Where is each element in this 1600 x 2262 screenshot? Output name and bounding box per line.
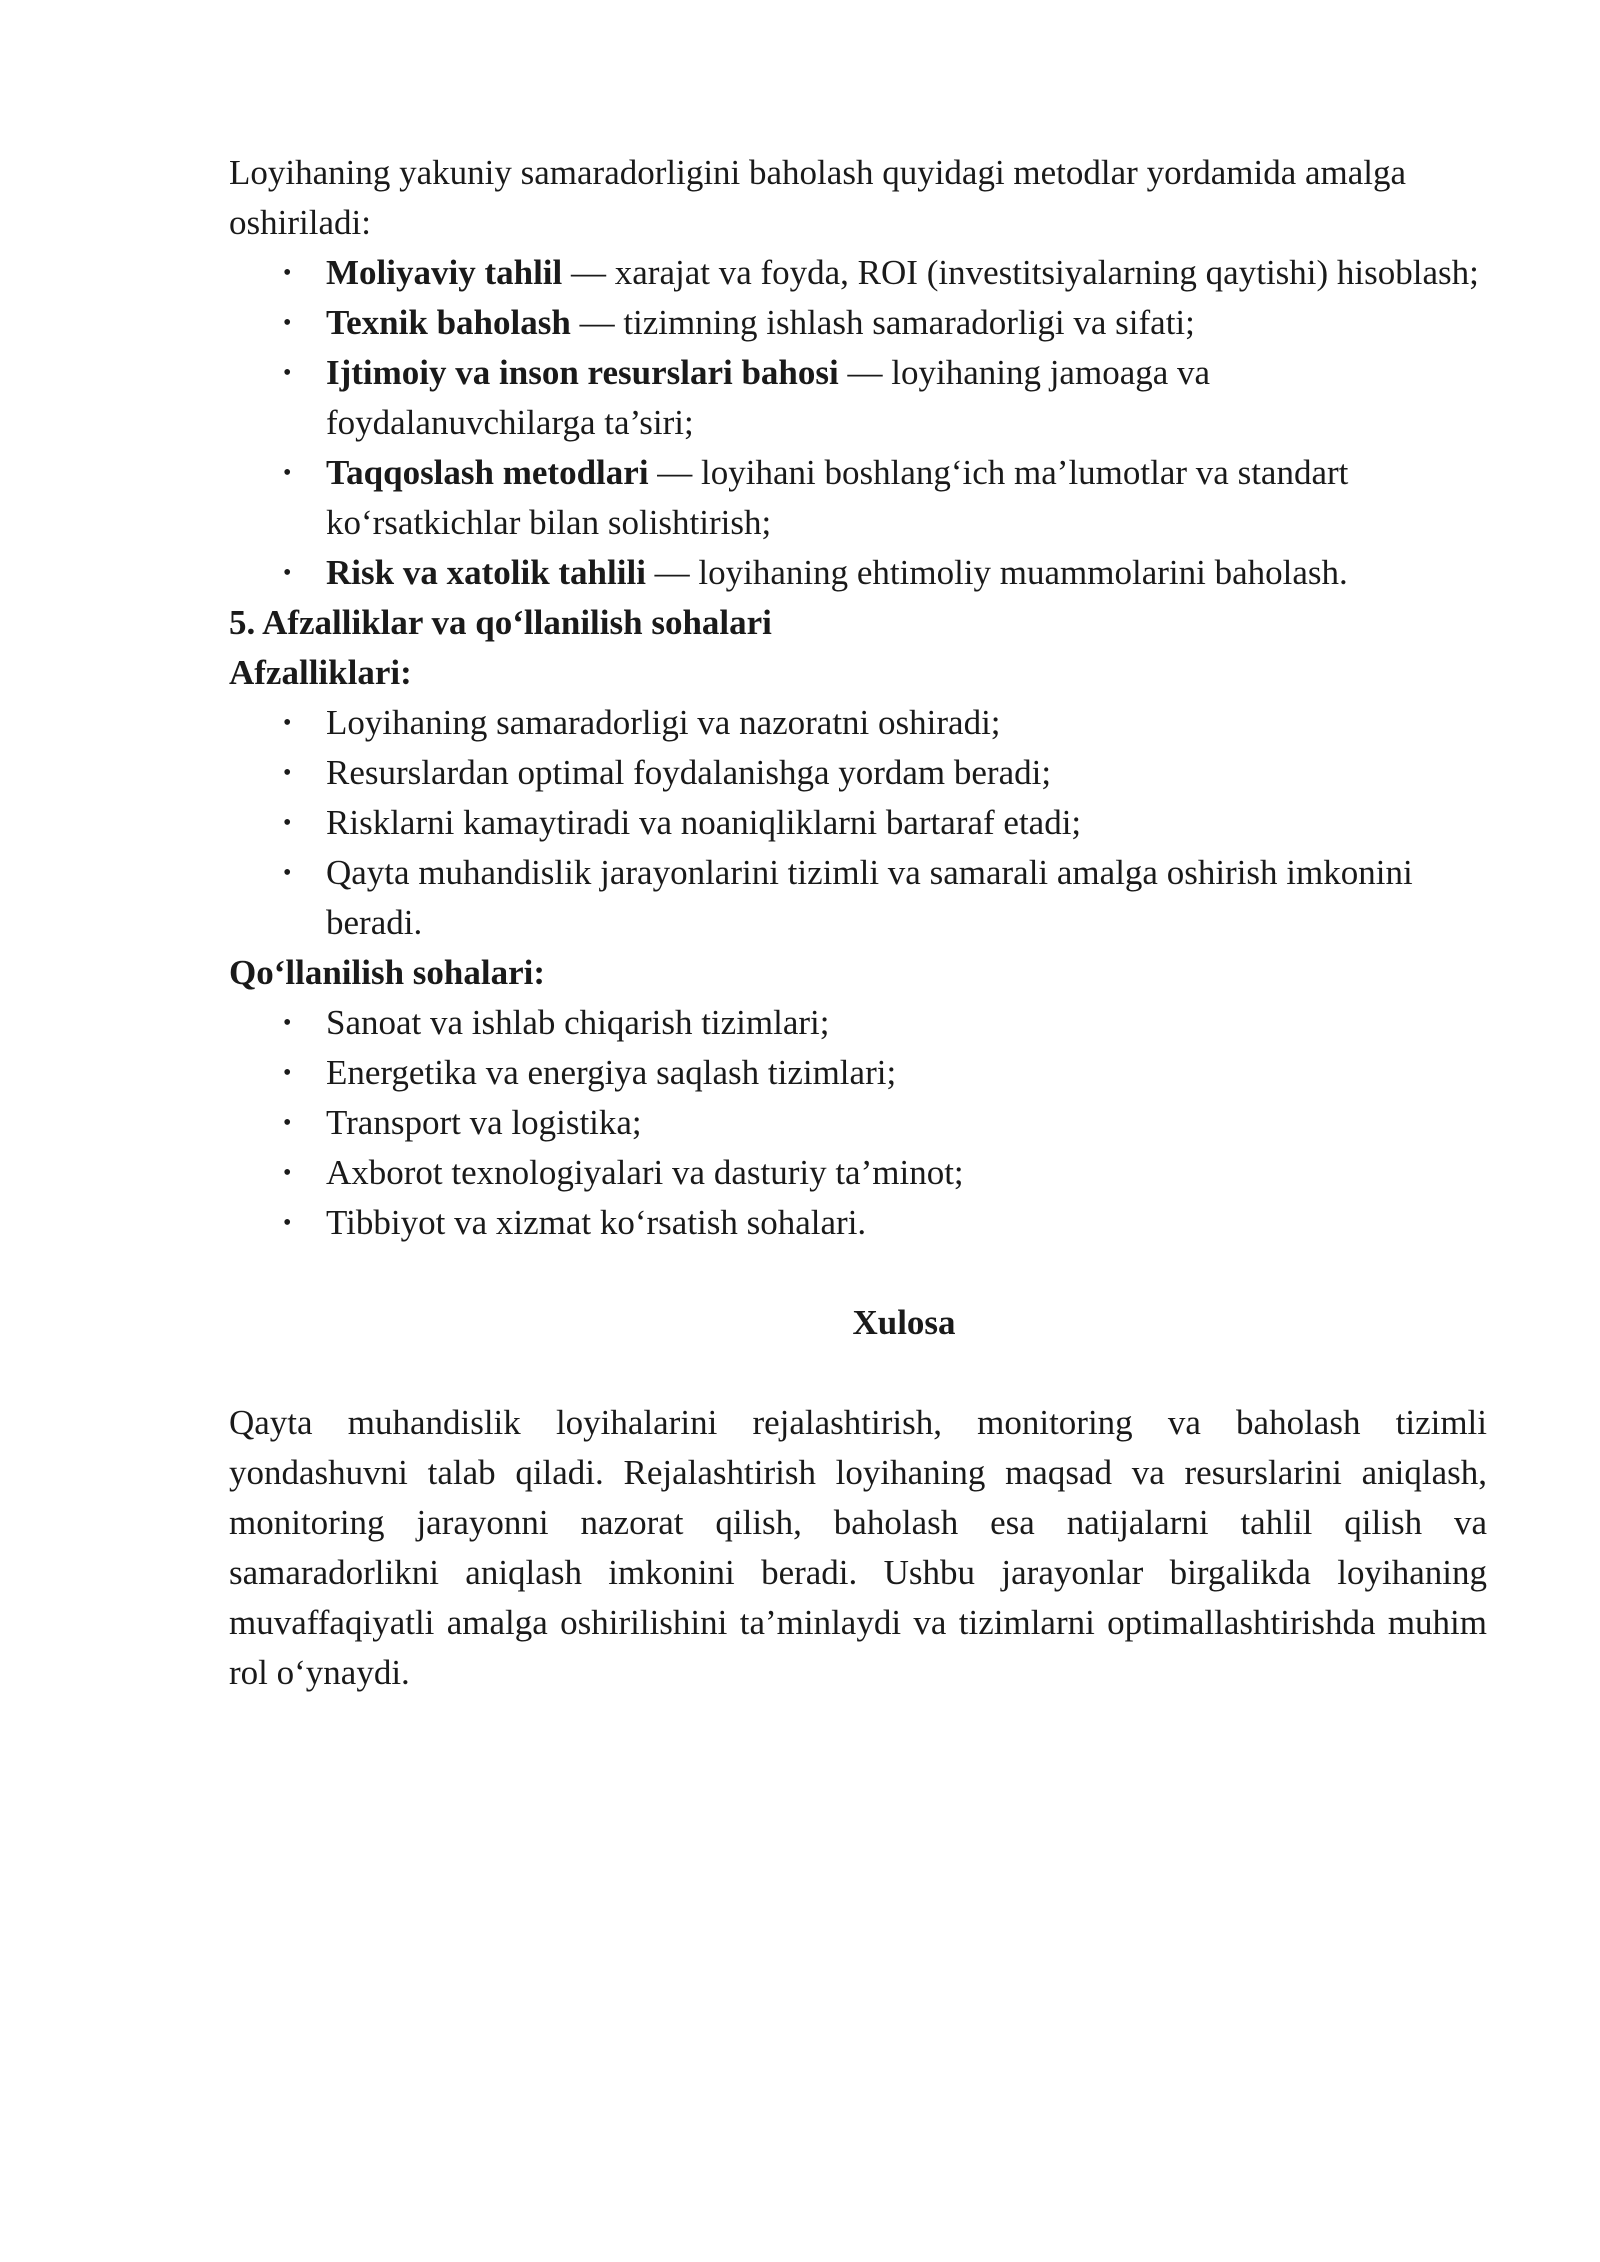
advantage-text: Resurslardan optimal foydalanishga yordam beradi; <box>326 753 1052 792</box>
list-item <box>229 798 1487 848</box>
method-description: — tizimning ishlash samaradorligi va sifati; <box>570 303 1195 342</box>
list-item <box>229 1148 1487 1198</box>
method-description: — loyihaning ehtimoliy muammolarini baholash. <box>645 553 1348 592</box>
method-name: Taqqoslash metodlari <box>326 453 649 492</box>
intro-paragraph: Loyihaning yakuniy samaradorligini baholash quyidagi metodlar yordamida amalga oshiriladi: <box>229 153 1407 242</box>
conclusion-paragraph: Qayta muhandislik loyihalarini rejalashtirish, monitoring va baholash tizimli yondashuvni talab qiladi. Rejalashtirish loyihaning maqsad va resurslarini aniqlash, monitoring jarayonni nazorat qilish, baholash esa natijalarni tahlil qilish va samaradorlikni aniqlash imkonini beradi. Ushbu jarayonlar birgalikda loyihaning muvaffaqiyatli amalga oshirilishini ta’minlaydi va tizimlarni optimallashtirishda muhim rol o‘ynaydi. <box>229 1403 1487 1692</box>
bullet-icon: • <box>283 1110 292 1136</box>
bullet-icon: • <box>283 1010 292 1036</box>
advantage-text: Loyihaning samaradorligi va nazoratni oshiradi; <box>326 703 1001 742</box>
list-item <box>229 248 1487 298</box>
list-item <box>229 348 1487 448</box>
list-item <box>229 298 1487 348</box>
list-item <box>229 1048 1487 1098</box>
list-item <box>229 548 1487 598</box>
conclusion-title: Xulosa <box>852 1303 956 1342</box>
section-heading: 5. Afzalliklar va qo‘llanilish sohalari <box>229 603 772 642</box>
bullet-icon: • <box>283 860 292 886</box>
bullet-icon: • <box>283 1160 292 1186</box>
bullet-icon: • <box>283 460 292 486</box>
applications-heading: Qo‘llanilish sohalari: <box>229 953 546 992</box>
bullet-icon: • <box>283 310 292 336</box>
bullet-icon: • <box>283 710 292 736</box>
bullet-icon: • <box>283 560 292 586</box>
method-name: Texnik baholash <box>326 303 571 342</box>
bullet-icon: • <box>283 1210 292 1236</box>
application-text: Transport va logistika; <box>326 1103 642 1142</box>
bullet-icon: • <box>283 760 292 786</box>
bullet-icon: • <box>283 1060 292 1086</box>
method-name: Moliyaviy tahlil <box>326 253 563 292</box>
method-name: Risk va xatolik tahlili <box>326 553 646 592</box>
application-text: Tibbiyot va xizmat ko‘rsatish sohalari. <box>326 1203 867 1242</box>
list-item <box>229 848 1487 948</box>
bullet-icon: • <box>283 360 292 386</box>
list-item <box>229 1098 1487 1148</box>
document-page <box>229 148 1487 1698</box>
bullet-icon: • <box>283 810 292 836</box>
applications-list <box>229 998 1487 1248</box>
method-description: — loyihaning jamoaga va foydalanuvchilarga ta’siri; <box>326 353 1211 442</box>
list-item <box>229 998 1487 1048</box>
advantages-heading: Afzalliklari: <box>229 653 412 692</box>
method-description: — xarajat va foyda, ROI (investitsiyalarning qaytishi) hisoblash; <box>562 253 1479 292</box>
method-name: Ijtimoiy va inson resurslari bahosi <box>326 353 839 392</box>
advantage-text: Risklarni kamaytiradi va noaniqliklarni bartaraf etadi; <box>326 803 1082 842</box>
list-item <box>229 748 1487 798</box>
list-item <box>229 698 1487 748</box>
application-text: Energetika va energiya saqlash tizimlari; <box>326 1053 897 1092</box>
bullet-icon: • <box>283 260 292 286</box>
method-description: — loyihani boshlang‘ich ma’lumotlar va standart ko‘rsatkichlar bilan solishtirish; <box>326 453 1349 542</box>
methods-list <box>229 248 1487 598</box>
advantage-text: Qayta muhandislik jarayonlarini tizimli va samarali amalga oshirish imkonini beradi. <box>326 853 1413 942</box>
application-text: Sanoat va ishlab chiqarish tizimlari; <box>326 1003 830 1042</box>
list-item <box>229 1198 1487 1248</box>
list-item <box>229 448 1487 548</box>
application-text: Axborot texnologiyalari va dasturiy ta’minot; <box>326 1153 964 1192</box>
advantages-list <box>229 698 1487 948</box>
